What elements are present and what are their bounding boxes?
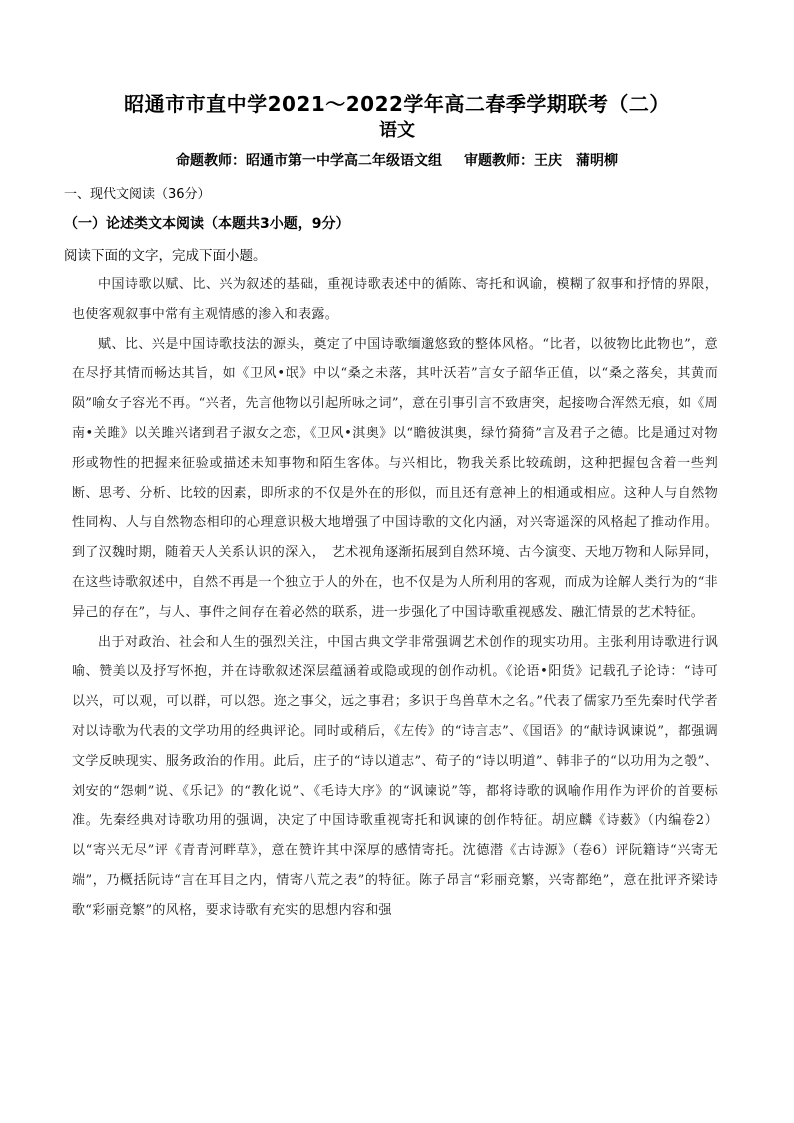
section-subheading: （一）论述类文本阅读（本题共3小题，9分） xyxy=(64,216,350,232)
passage-paragraph-3: 出于对政治、社会和人生的强烈关注，中国古典文学非常强调艺术创作的现实功用。主张利用诗歌进行讽喻、赞美以及抒写怀抱，并在诗歌叙述深层蕴涵着或隐或现的创作动机。《论语•阳货》记载孔子论诗：“诗可以兴，可以观，可以群，可以怨。迩之事父，远之事君；多识于鸟兽草木之名。”代表了儒家乃至先秦时代学者对以诗歌为代表的文学功用的经典评论。同时或稍后，《左传》的“诗言志”、《国语》的“献诗讽谏说”，都强调文学反映现实、服务政治的作用。此后，庄子的“诗以道志”、荀子的“诗以明道”、韩非子的“以功用为之彀”、刘安的“怨刺”说、《乐记》的“教化说”、《毛诗大序》的“讽谏说”等，都将诗歌的讽喻作用作为评价的首要标准。先秦经典对诗歌功用的强调，决定了中国诗歌重视寄托和讽谏的创作特征。胡应麟《诗薮》（内编卷2）以“寄兴无尽”评《青青河畔草》，意在赞许其中深厚的感情寄托。沈德潜《古诗源》（卷6）评阮籍诗“兴寄无端”，乃概括阮诗“言在耳目之内，情寄八荒之表”的特征。陈子昂言“彩丽竞繁，兴寄都绝”，意在批评齐梁诗歌“彩丽竞繁”的风格，要求诗歌有充实的思想内容和强 xyxy=(72,634,718,918)
passage-paragraph-1: 中国诗歌以赋、比、兴为叙述的基础，重视诗歌表述中的循陈、寄托和讽谕，模糊了叙事和抒情的界限，也使客观叙事中常有主观情感的渗入和表露。 xyxy=(72,277,718,322)
passage-paragraph-2: 赋、比、兴是中国诗歌技法的源头，奠定了中国诗歌缅邈悠致的整体风格。“比者，以彼物比此物也”，意在尽抒其情而畅达其旨，如《卫风•氓》中以“桑之未落，其叶沃若”言女子韶华正值，以“桑之落矣，其黄而陨”喻女子容光不再。“兴者，先言他物以引起所咏之词”，意在引事引言不致唐突，起接吻合浑然无痕，如《周南•关雎》以关雎兴诸到君子淑女之恋，《卫风•淇奥》以“瞻彼淇奥，绿竹猗猗”言及君子之德。比是通过对物形或物性的把握来征验或描述未知事物和陌生客体。与兴相比，物我关系比较疏朗，这种把握包含着一些判断、思考、分析、比较的因素，即所求的不仅是外在的形似，而且还有意神上的相通或相应。这种人与自然物性同构、人与自然物态相印的心理意识极大地增强了中国诗歌的文化内涵，对兴寄遥深的风格起了推动作用。到了汉魏时期，随着天人关系认识的深入， 艺术视角逐渐拓展到自然环境、古今演变、天地万物和人际异同，在这些诗歌叙述中，自然不再是一个独立于人的外在，也不仅是为人所利用的客观，而成为诠解人类行为的“非异己的存在”，与人、事件之间存在着必然的联系，进一步强化了中国诗歌重视感发、融汇情景的艺术特征。 xyxy=(72,336,718,620)
exam-title: 昭通市市直中学2021～2022学年高二春季学期联考（二） xyxy=(124,92,670,116)
authors-question-setters: 命题教师：昭通市第一中学高二年级语文组 xyxy=(176,153,442,169)
authors-reviewers: 审题教师：王庆 蒲明柳 xyxy=(464,153,618,169)
authors-line xyxy=(0,150,794,170)
subject-heading: 语文 xyxy=(379,120,415,141)
section-heading-part-one: 一、现代文阅读（36分） xyxy=(64,187,211,202)
reading-instruction: 阅读下面的文字，完成下面小题。 xyxy=(64,248,267,264)
reading-passage xyxy=(72,270,718,926)
